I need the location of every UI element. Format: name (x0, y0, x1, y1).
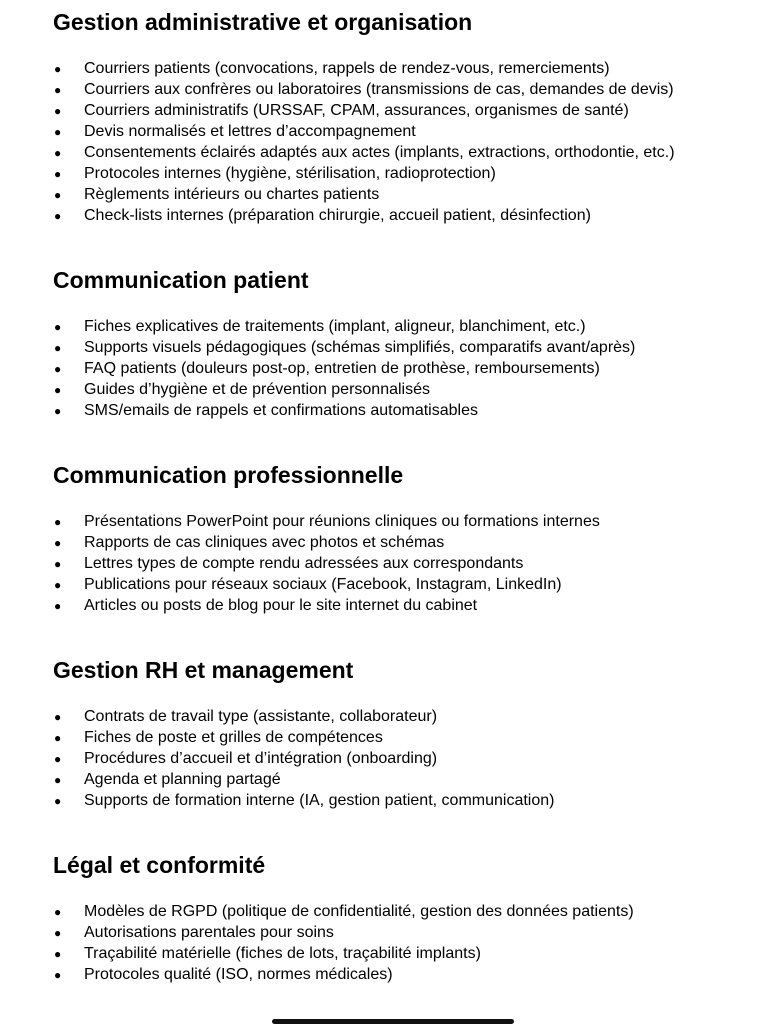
list-item-text: SMS/emails de rappels et confirmations automatisables (84, 402, 478, 419)
list-item-text: Modèles de RGPD (politique de confidentialité, gestion des données patients) (84, 903, 634, 920)
section-communication-patient (53, 264, 753, 421)
list-item (53, 706, 753, 727)
bullet-icon: ● (54, 926, 62, 940)
bullet-icon: ● (54, 731, 62, 745)
list-item-text: Courriers patients (convocations, rappels de rendez-vous, remerciements) (84, 60, 610, 77)
bullet-icon: ● (54, 578, 62, 592)
list-item (53, 58, 753, 79)
bullet-icon: ● (54, 947, 62, 961)
bullet-list (53, 316, 753, 421)
list-item-text: Consentements éclairés adaptés aux actes (implants, extractions, orthodontie, etc.) (84, 144, 675, 161)
list-item-text: Traçabilité matérielle (fiches de lots, traçabilité implants) (84, 945, 481, 962)
bullet-icon: ● (54, 599, 62, 613)
list-item-text: Rapports de cas cliniques avec photos et schémas (84, 534, 445, 551)
section-title: Gestion RH et management (53, 657, 354, 683)
list-item (53, 532, 753, 553)
document-content (53, 6, 753, 985)
section-gestion-rh (53, 654, 753, 811)
bullet-icon: ● (54, 167, 62, 181)
home-indicator[interactable] (272, 1019, 514, 1024)
list-item (53, 943, 753, 964)
bullet-icon: ● (54, 104, 62, 118)
bullet-list (53, 706, 753, 811)
list-item-text: Publications pour réseaux sociaux (Facebook, Instagram, LinkedIn) (84, 576, 562, 593)
list-item (53, 748, 753, 769)
bullet-icon: ● (54, 557, 62, 571)
bullet-icon: ● (54, 62, 62, 76)
list-item (53, 964, 753, 985)
bullet-icon: ● (54, 146, 62, 160)
section-title: Gestion administrative et organisation (53, 9, 473, 35)
list-item (53, 163, 753, 184)
list-item (53, 790, 753, 811)
list-item-text: Supports visuels pédagogiques (schémas simplifiés, comparatifs avant/après) (84, 339, 636, 356)
list-item (53, 184, 753, 205)
list-item (53, 901, 753, 922)
bullet-icon: ● (54, 383, 62, 397)
list-item-text: Règlements intérieurs ou chartes patients (84, 186, 380, 203)
section-communication-professionnelle (53, 459, 753, 616)
bullet-list (53, 58, 753, 226)
list-item (53, 100, 753, 121)
section-title: Communication patient (53, 267, 309, 293)
list-item (53, 337, 753, 358)
list-item (53, 142, 753, 163)
list-item-text: Procédures d’accueil et d’intégration (onboarding) (84, 750, 438, 767)
list-item (53, 553, 753, 574)
list-item-text: Courriers aux confrères ou laboratoires (transmissions de cas, demandes de devis) (84, 81, 674, 98)
section-title: Communication professionnelle (53, 462, 404, 488)
bullet-icon: ● (54, 752, 62, 766)
list-item-text: Présentations PowerPoint pour réunions cliniques ou formations internes (84, 513, 600, 530)
list-item (53, 511, 753, 532)
list-item (53, 316, 753, 337)
bullet-icon: ● (54, 188, 62, 202)
bullet-icon: ● (54, 773, 62, 787)
list-item-text: Fiches explicatives de traitements (implant, aligneur, blanchiment, etc.) (84, 318, 586, 335)
bullet-icon: ● (54, 515, 62, 529)
list-item-text: Protocoles internes (hygiène, stérilisation, radioprotection) (84, 165, 496, 182)
list-item (53, 121, 753, 142)
list-item (53, 379, 753, 400)
list-item-text: FAQ patients (douleurs post-op, entretien de prothèse, remboursements) (84, 360, 600, 377)
bullet-icon: ● (54, 362, 62, 376)
list-item-text: Courriers administratifs (URSSAF, CPAM, assurances, organismes de santé) (84, 102, 629, 119)
list-item (53, 574, 753, 595)
list-item (53, 922, 753, 943)
bullet-icon: ● (54, 83, 62, 97)
section-gestion-administrative (53, 6, 753, 226)
bullet-icon: ● (54, 125, 62, 139)
list-item-text: Lettres types de compte rendu adressées aux correspondants (84, 555, 524, 572)
list-item-text: Fiches de poste et grilles de compétences (84, 729, 383, 746)
list-item (53, 358, 753, 379)
bullet-list (53, 511, 753, 616)
bullet-icon: ● (54, 209, 62, 223)
bullet-icon: ● (54, 320, 62, 334)
list-item (53, 400, 753, 421)
list-item (53, 205, 753, 226)
bullet-icon: ● (54, 968, 62, 982)
list-item (53, 595, 753, 616)
bullet-icon: ● (54, 404, 62, 418)
list-item (53, 727, 753, 748)
list-item-text: Autorisations parentales pour soins (84, 924, 334, 941)
list-item-text: Supports de formation interne (IA, gestion patient, communication) (84, 792, 555, 809)
list-item-text: Check-lists internes (préparation chirurgie, accueil patient, désinfection) (84, 207, 591, 224)
list-item-text: Guides d’hygiène et de prévention personnalisés (84, 381, 431, 398)
section-title: Légal et conformité (53, 852, 266, 878)
list-item (53, 769, 753, 790)
list-item-text: Agenda et planning partagé (84, 771, 281, 788)
bullet-icon: ● (54, 536, 62, 550)
bullet-icon: ● (54, 710, 62, 724)
list-item (53, 79, 753, 100)
list-item-text: Contrats de travail type (assistante, collaborateur) (84, 708, 438, 725)
bullet-list (53, 901, 753, 985)
list-item-text: Protocoles qualité (ISO, normes médicales) (84, 966, 393, 983)
bullet-icon: ● (54, 794, 62, 808)
bullet-icon: ● (54, 905, 62, 919)
bullet-icon: ● (54, 341, 62, 355)
list-item-text: Devis normalisés et lettres d’accompagnement (84, 123, 416, 140)
section-legal-conformite (53, 849, 753, 985)
list-item-text: Articles ou posts de blog pour le site internet du cabinet (84, 597, 478, 614)
